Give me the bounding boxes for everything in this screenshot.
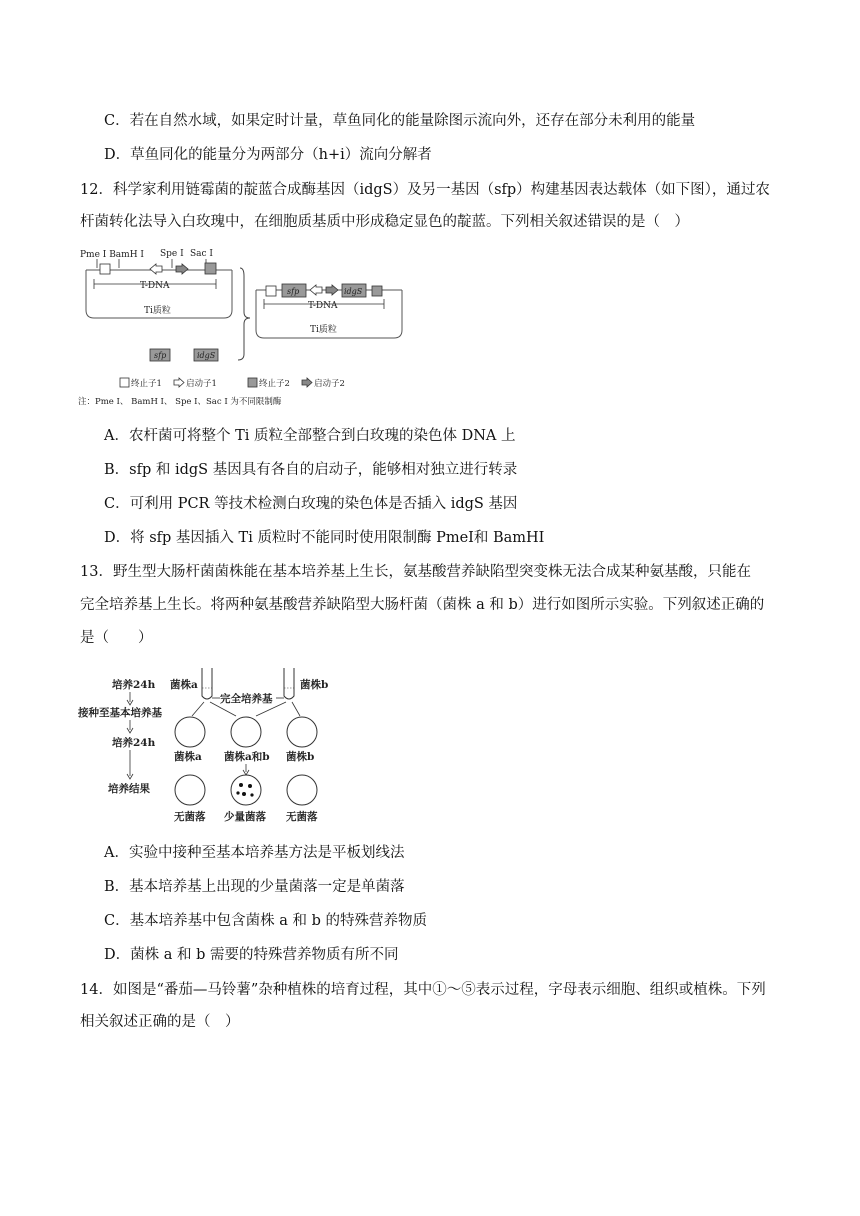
tdna-label-2: T-DNA — [308, 301, 338, 311]
q12-option-c: C．可利用 PCR 等技术检测白玫瑰的染色体是否插入 idgS 基因 — [104, 496, 518, 512]
terminator1-box — [100, 264, 110, 274]
plate-a-basic — [175, 717, 205, 747]
strain-a-label: 菌株a — [170, 679, 198, 691]
promoter2-arrow — [176, 264, 188, 274]
result-plate-ab — [231, 775, 261, 805]
plate-b-basic — [287, 717, 317, 747]
pme-bamh-label: Pme I BamH I — [80, 250, 144, 260]
q13-option-a: A．实验中接种至基本培养基方法是平板划线法 — [104, 845, 405, 861]
ti-plasmid-label-1: Ti质粒 — [144, 306, 171, 316]
result-a-label: 无菌落 — [174, 811, 206, 823]
idgs-in-vector: idgS — [344, 287, 363, 296]
q12-stem-line2: 杆菌转化法导入白玫瑰中，在细胞质基质中形成稳定显色的靛蓝。下列相关叙述错误的是（ ） — [80, 214, 689, 230]
sfp-gene-label: sfp — [154, 351, 167, 360]
q13-option-c: C．基本培养基中包含菌株 a 和 b 的特殊营养物质 — [104, 913, 427, 929]
result-b-label: 无菌落 — [286, 811, 318, 823]
legend-promoter2: 启动子2 — [314, 379, 345, 389]
q11-option-c: C．若在自然水域，如果定时计量，草鱼同化的能量除图示流向外，还存在部分未利用的能量 — [104, 113, 696, 129]
terminator2-box — [205, 263, 216, 274]
q12-option-d: D．将 sfp 基因插入 Ti 质粒时不能同时使用限制酶 PmeⅠ和 BamHⅠ — [104, 530, 545, 546]
step-culture-24h-1: 培养24h — [112, 679, 156, 691]
ti-plasmid-label-2: Ti质粒 — [310, 325, 337, 335]
q14-stem-line1: 14．如图是“番茄—马铃薯”杂种植株的培育过程，其中①～⑤表示过程，字母表示细胞、组织或植株。下列 — [80, 982, 766, 998]
tdna-label-1: T-DNA — [140, 281, 170, 291]
plate-b-label: 菌株b — [286, 751, 315, 763]
q12-vector-figure — [78, 246, 378, 412]
idgs-gene-label: idgS — [197, 351, 216, 360]
q13-stem-line3: 是（ ） — [80, 630, 153, 646]
legend-terminator1: 终止子1 — [131, 379, 162, 389]
q13-stem-line1: 13．野生型大肠杆菌菌株能在基本培养基上生长，氨基酸营养缺陷型突变株无法合成某种氨基酸，只能在 — [80, 564, 751, 580]
strain-b-label: 菌株b — [300, 679, 329, 691]
q13-option-b: B．基本培养基上出现的少量菌落一定是单菌落 — [104, 879, 405, 895]
q13-experiment-figure — [78, 664, 348, 830]
step-result: 培养结果 — [108, 783, 150, 795]
legend-promoter1: 启动子1 — [186, 379, 217, 389]
complete-medium-label: 完全培养基 — [220, 693, 273, 705]
result-plate-a — [175, 775, 205, 805]
q14-stem-line2: 相关叙述正确的是（ ） — [80, 1014, 240, 1030]
q13-stem-line2: 完全培养基上生长。将两种氨基酸营养缺陷型大肠杆菌（菌株 a 和 b）进行如图所示实验。下列叙述正确的 — [80, 597, 765, 613]
spe-label: Spe I — [160, 249, 184, 259]
plate-ab-basic — [231, 717, 261, 747]
q11-option-d: D．草鱼同化的能量分为两部分（h+i）流向分解者 — [104, 147, 432, 163]
tube-b — [284, 668, 294, 699]
plate-ab-label: 菌株a和b — [224, 751, 270, 763]
result-ab-label: 少量菌落 — [224, 811, 266, 823]
sfp-in-vector: sfp — [287, 287, 300, 296]
plate-a-label: 菌株a — [174, 751, 202, 763]
q12-option-a: A．农杆菌可将整个 Ti 质粒全部整合到白玫瑰的染色体 DNA 上 — [104, 428, 516, 444]
q12-stem-line1: 12．科学家利用链霉菌的靛蓝合成酶基因（idgS）及另一基因（sfp）构建基因表达载体（如下图），通过农 — [80, 182, 770, 198]
step-culture-24h-2: 培养24h — [112, 737, 156, 749]
q13-option-d: D．菌株 a 和 b 需要的特殊营养物质有所不同 — [104, 947, 399, 963]
q12-option-b: B．sfp 和 idgS 基因具有各自的启动子，能够相对独立进行转录 — [104, 462, 518, 478]
q12-figure-note: 注：Pme I、 BamH I、 Spe I、Sac I 为不同限制酶 — [78, 397, 282, 407]
sac-label: Sac I — [190, 249, 213, 259]
step-inoculate: 接种至基本培养基 — [78, 707, 162, 719]
tube-a — [202, 668, 212, 699]
legend-terminator2: 终止子2 — [259, 379, 290, 389]
result-plate-b — [287, 775, 317, 805]
promoter1-arrow — [150, 264, 162, 274]
